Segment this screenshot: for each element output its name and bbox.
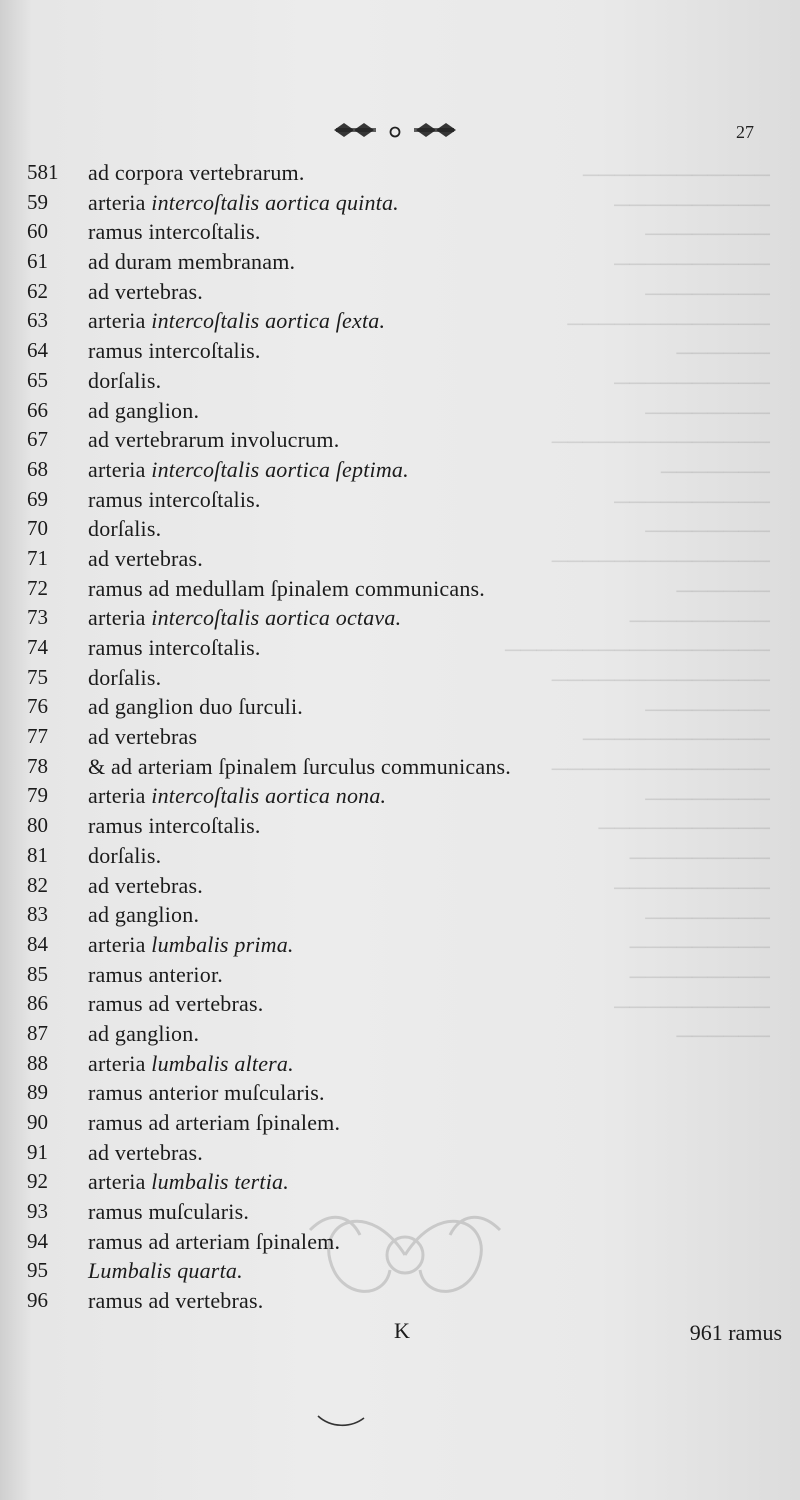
index-entry	[0, 1227, 800, 1257]
entry-text	[88, 989, 263, 1019]
index-entry	[0, 336, 800, 366]
index-entry	[0, 811, 800, 841]
entry-text-roman: dorſalis.	[88, 367, 162, 393]
entry-text	[88, 633, 261, 663]
entry-text-italic: intercoſtalis aortica quinta.	[151, 189, 399, 215]
signature-mark: K	[394, 1318, 410, 1343]
index-entry	[0, 277, 800, 307]
entry-text	[88, 811, 261, 841]
entry-text-roman: ad ganglion.	[88, 902, 200, 928]
entry-number: 85	[27, 961, 48, 986]
page-header	[0, 118, 800, 148]
index-entry	[0, 989, 800, 1019]
index-entry	[0, 871, 800, 901]
entry-number: 60	[27, 219, 48, 244]
entry-text	[88, 366, 161, 396]
entry-text	[88, 603, 401, 633]
entry-number: 83	[27, 902, 48, 927]
entry-text-roman: ad vertebras.	[88, 545, 203, 571]
entry-number: 86	[27, 991, 48, 1016]
index-entry	[0, 663, 800, 693]
entry-text-italic: lumbalis tertia.	[151, 1169, 289, 1195]
entry-number: 88	[27, 1050, 48, 1075]
index-entry	[0, 841, 800, 871]
index-entry	[0, 485, 800, 515]
entry-number: 80	[27, 813, 48, 838]
index-entry	[0, 574, 800, 604]
entry-text-italic: intercoſtalis aortica ſexta.	[151, 308, 386, 334]
entry-text-roman: ramus intercoſtalis.	[88, 219, 261, 245]
entry-number: 74	[27, 635, 48, 659]
index-entry	[0, 544, 800, 574]
entry-text-roman: ad ganglion.	[88, 1020, 200, 1046]
index-entry	[0, 603, 800, 633]
entry-text-roman: ad vertebras	[88, 724, 198, 750]
index-entry	[0, 1078, 800, 1108]
entry-text	[88, 485, 261, 515]
entry-text	[88, 1138, 203, 1168]
entry-text	[88, 960, 223, 990]
entry-number: 95	[27, 1258, 48, 1283]
entry-text	[88, 1197, 249, 1227]
entry-text-roman: ramus muſcularis.	[88, 1199, 250, 1225]
entry-number: 71	[27, 545, 48, 570]
entry-number: 91	[27, 1139, 48, 1164]
entry-text	[88, 1108, 340, 1138]
index-entry	[0, 1049, 800, 1079]
index-entry	[0, 1167, 800, 1197]
entry-text-italic: lumbalis prima.	[151, 931, 294, 957]
entry-text	[88, 841, 161, 871]
entry-text	[88, 1078, 325, 1108]
entry-text-roman: & ad arteriam ſpinalem ſurculus communicans.	[88, 753, 512, 779]
index-entry	[0, 217, 800, 247]
index-entry	[0, 633, 800, 663]
entry-text	[88, 455, 409, 485]
entry-text-roman: ramus intercoſtalis.	[88, 813, 261, 839]
show-through-text: ──────────── ────────── ──────── ────────── ──────── ───────────── ────── ────────── ──────── ────────────── ─────── ────────── ──────── ────────────── ────── ───────── ───────────────── ────────────── ──────── ──────────── ────────────── ──────── ─────────── ───────── ────────── ──────── ───────── ───────── ────────── ──────	[505, 162, 770, 1049]
entry-text-roman: ramus intercoſtalis.	[88, 338, 261, 364]
entry-number: 87	[27, 1020, 48, 1045]
entry-text	[88, 900, 199, 930]
entry-text-roman: ad vertebras.	[88, 872, 203, 898]
page-number: 27	[736, 122, 754, 142]
entry-text	[88, 1256, 243, 1286]
entry-number: 92	[27, 1169, 48, 1194]
entry-text	[88, 1019, 199, 1049]
entry-text	[88, 544, 203, 574]
entry-text	[88, 930, 294, 960]
entry-text-roman: arteria	[88, 1169, 152, 1195]
entry-text-roman: ramus ad medullam ſpinalem communicans.	[88, 575, 485, 601]
entry-text-roman: arteria	[88, 308, 152, 334]
entry-text-roman: ramus ad vertebras.	[88, 991, 264, 1017]
entry-number: 65	[27, 367, 48, 392]
index-entry	[0, 692, 800, 722]
entry-text-roman: arteria	[88, 605, 152, 631]
entry-text	[88, 1167, 289, 1197]
index-entry	[0, 158, 800, 188]
entry-text-roman: ad vertebrarum involucrum.	[88, 427, 340, 453]
index-entry	[0, 1256, 800, 1286]
entry-text-roman: ramus intercoſtalis.	[88, 635, 261, 660]
entry-number: 90	[27, 1110, 48, 1134]
entry-text-roman: ad vertebras.	[88, 278, 203, 304]
entry-number: 68	[27, 456, 48, 481]
entry-number: 61	[27, 249, 48, 274]
entry-number: 72	[27, 575, 48, 600]
entry-number: 64	[27, 338, 48, 363]
entry-number: 581	[27, 160, 59, 184]
index-entry	[0, 247, 800, 277]
index-entry	[0, 722, 800, 752]
entry-text	[88, 425, 339, 455]
entry-text-italic: intercoſtalis aortica nona.	[151, 783, 387, 809]
entry-text	[88, 752, 511, 782]
entry-text-italic: intercoſtalis aortica octava.	[151, 605, 402, 631]
entry-text-italic: lumbalis altera.	[151, 1050, 294, 1076]
entry-text	[88, 871, 203, 901]
entry-number: 84	[27, 931, 48, 956]
entry-text-roman: ad ganglion.	[88, 397, 200, 423]
index-entry	[0, 930, 800, 960]
entry-text	[88, 306, 385, 336]
index-entry	[0, 1019, 800, 1049]
entry-text	[88, 396, 199, 426]
entry-text	[88, 277, 203, 307]
entry-number: 70	[27, 516, 48, 541]
index-entry	[0, 396, 800, 426]
entry-number: 96	[27, 1288, 48, 1313]
entry-text-roman: ramus anterior.	[88, 961, 223, 987]
entry-text-roman: dorſalis.	[88, 664, 162, 690]
entry-text	[88, 574, 485, 604]
index-entry	[0, 455, 800, 485]
entry-number: 69	[27, 486, 48, 511]
entry-text-roman: ad vertebras.	[88, 1139, 203, 1165]
entry-number: 73	[27, 605, 48, 630]
catchword: 961 ramus	[689, 1320, 782, 1345]
entry-text-roman: ad ganglion duo ſurculi.	[88, 694, 303, 720]
entry-text-roman: ramus anterior muſcularis.	[88, 1080, 325, 1106]
ink-mark	[316, 1410, 366, 1430]
entry-text-roman: arteria	[88, 931, 152, 957]
entry-text-roman: ad duram membranam.	[88, 249, 296, 275]
entry-text-roman: arteria	[88, 189, 152, 215]
entry-text	[88, 336, 261, 366]
entry-text-roman: ramus ad vertebras.	[88, 1288, 264, 1314]
index-entry	[0, 366, 800, 396]
index-entry	[0, 752, 800, 782]
entry-number: 82	[27, 872, 48, 897]
entry-text	[88, 158, 305, 188]
anatomical-index-list	[0, 158, 800, 1316]
headpiece-ornament	[330, 118, 460, 142]
entry-number: 62	[27, 278, 48, 303]
entry-number: 77	[27, 724, 48, 749]
entry-text	[88, 217, 261, 247]
entry-number: 89	[27, 1080, 48, 1105]
index-entry	[0, 900, 800, 930]
index-entry	[0, 1108, 800, 1138]
entry-text-roman: ramus ad arteriam ſpinalem.	[88, 1110, 341, 1135]
entry-text	[88, 692, 303, 722]
entry-text-roman: ramus ad arteriam ſpinalem.	[88, 1228, 341, 1254]
index-entry	[0, 514, 800, 544]
entry-text-roman: arteria	[88, 456, 152, 482]
entry-number: 81	[27, 842, 48, 867]
index-entry	[0, 781, 800, 811]
entry-number: 75	[27, 664, 48, 689]
entry-number: 67	[27, 427, 48, 452]
entry-text	[88, 781, 386, 811]
page-footer	[0, 1318, 800, 1348]
entry-text	[88, 1286, 263, 1316]
entry-text-roman: dorſalis.	[88, 516, 162, 542]
index-entry	[0, 960, 800, 990]
entry-number: 59	[27, 189, 48, 214]
entry-text-roman: dorſalis.	[88, 842, 162, 868]
entry-text	[88, 663, 161, 693]
entry-number: 63	[27, 308, 48, 333]
entry-text-roman: ramus intercoſtalis.	[88, 486, 261, 512]
entry-number: 79	[27, 783, 48, 808]
entry-text-roman: ad corpora vertebrarum.	[88, 160, 305, 185]
entry-number: 76	[27, 694, 48, 719]
index-entry	[0, 306, 800, 336]
entry-text-italic: Lumbalis quarta.	[88, 1258, 243, 1284]
index-entry	[0, 425, 800, 455]
entry-text	[88, 722, 197, 752]
entry-text	[88, 1227, 340, 1257]
entry-text	[88, 188, 399, 218]
entry-text-italic: intercoſtalis aortica ſeptima.	[151, 456, 409, 482]
entry-text	[88, 514, 161, 544]
entry-number: 93	[27, 1199, 48, 1224]
entry-text-roman: arteria	[88, 783, 152, 809]
index-entry	[0, 1138, 800, 1168]
entry-text-roman: arteria	[88, 1050, 152, 1076]
entry-text	[88, 1049, 294, 1079]
index-entry	[0, 1286, 800, 1316]
index-entry	[0, 188, 800, 218]
entry-number: 66	[27, 397, 48, 422]
index-entry	[0, 1197, 800, 1227]
entry-number: 78	[27, 753, 48, 778]
entry-text	[88, 247, 295, 277]
entry-number: 94	[27, 1228, 48, 1253]
